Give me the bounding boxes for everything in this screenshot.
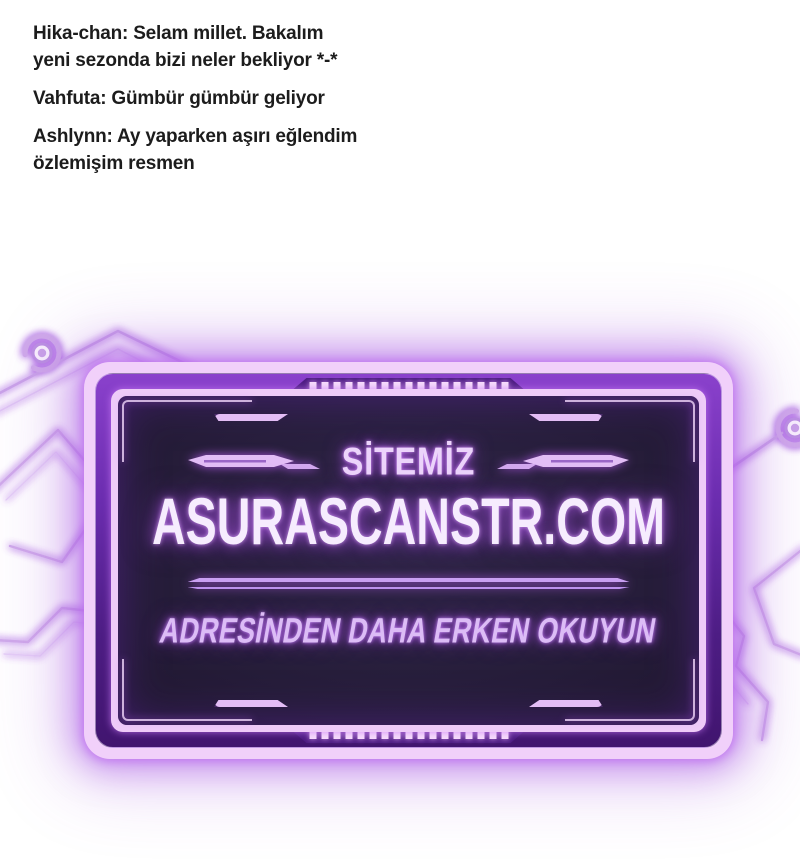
corner-blade-accent — [529, 700, 603, 707]
divider-line — [188, 587, 630, 589]
circuit-node-icon — [772, 405, 800, 451]
note-line: Ashlynn: Ay yaparken aşırı eğlendim — [33, 126, 358, 147]
divider — [188, 578, 630, 589]
corner-bracket — [128, 406, 220, 448]
corner-blade-accent — [529, 414, 603, 421]
banner-frame — [84, 362, 733, 759]
frame-interior — [118, 396, 699, 725]
corner-bracket — [128, 673, 220, 715]
translator-notes — [33, 20, 423, 177]
banner-kicker-text: SİTEMİZ — [341, 439, 476, 484]
note-line: Hika-chan: Selam millet. Bakalım — [33, 23, 324, 44]
site-domain-text: ASURASCANSTR.COM — [151, 485, 666, 560]
divider-line — [188, 578, 630, 582]
site-banner — [84, 362, 733, 759]
blade-ornament-left-icon — [188, 452, 320, 472]
corner-blade-accent — [214, 700, 288, 707]
note-line: yeni sezonda bizi neler bekliyor *-* — [33, 50, 338, 71]
corner-bracket — [597, 406, 689, 448]
circuit-node-icon — [18, 329, 65, 376]
note-line: Vahfuta: Gümbür gümbür geliyor — [33, 88, 325, 109]
blade-ornament-right-icon — [497, 452, 629, 472]
kicker-row — [188, 439, 629, 484]
note-line: özlemişim resmen — [33, 153, 195, 174]
banner-tagline-text: ADRESİNDEN DAHA ERKEN OKUYUN — [157, 610, 660, 651]
corner-blade-accent — [214, 414, 288, 421]
corner-bracket — [597, 673, 689, 715]
